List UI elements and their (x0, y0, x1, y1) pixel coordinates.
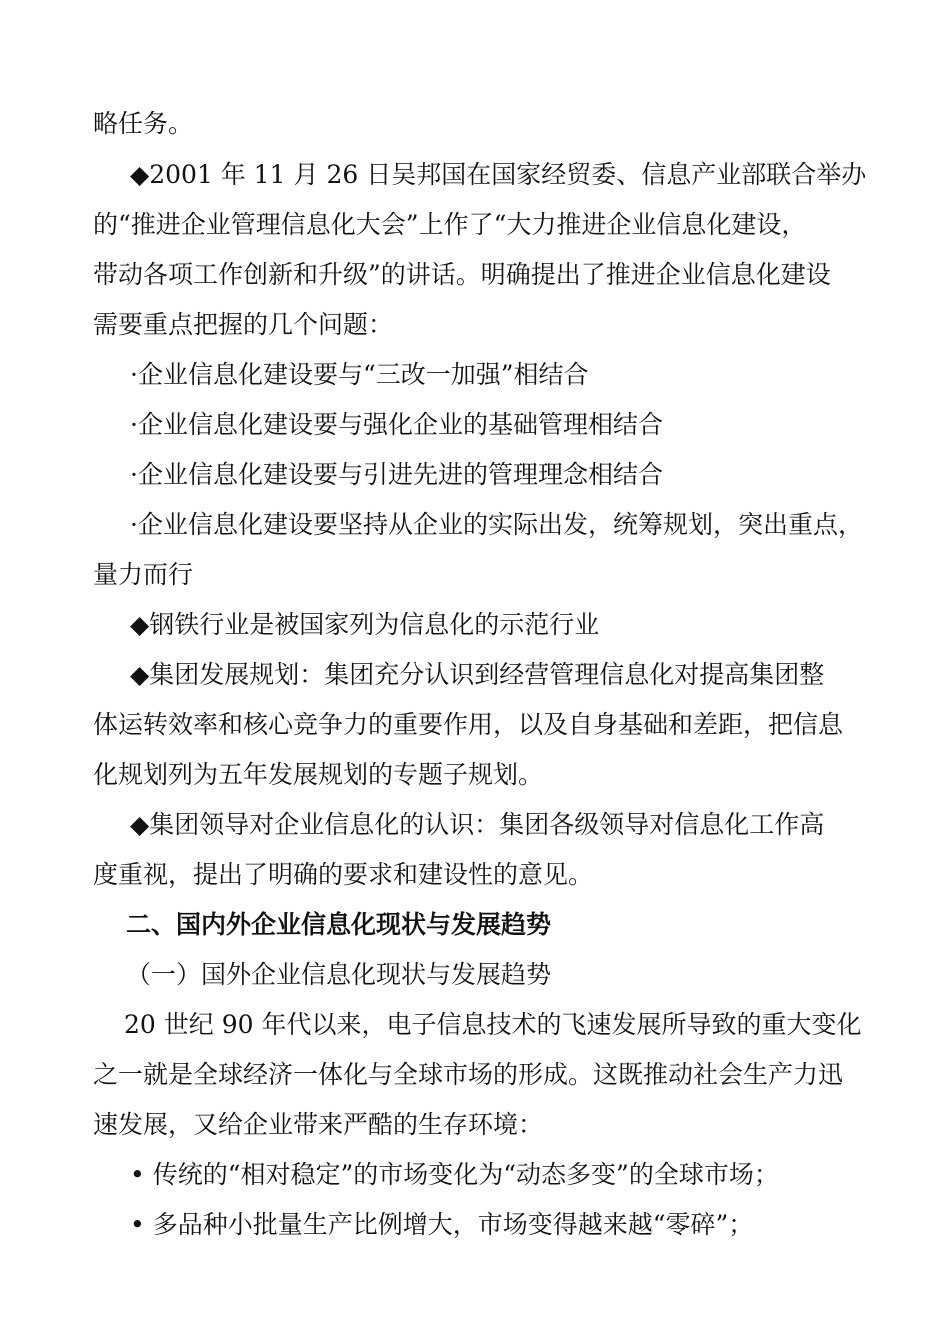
bullet-paragraph-line: ◆集团领导对企业信息化的认识：集团各级领导对信息化工作高 (130, 810, 825, 839)
text-line: 需要重点把握的几个问题： (93, 310, 394, 339)
text-line: 20 世纪 90 年代以来，电子信息技术的飞速发展所导致的重大变化 (124, 1010, 862, 1039)
list-item: • 传统的“相对稳定”的市场变化为“动态多变”的全球市场； (130, 1160, 779, 1189)
text-line: 速发展，又给企业带来严酷的生存环境： (93, 1110, 544, 1139)
text-line: 之一就是全球经济一体化与全球市场的形成。这既推动社会生产力迅 (93, 1060, 844, 1089)
text-line: 的“推进企业管理信息化大会”上作了“大力推进企业信息化建设， (93, 210, 807, 239)
bullet-paragraph-line: ◆集团发展规划：集团充分认识到经营管理信息化对提高集团整 (130, 660, 825, 689)
list-item: ·企业信息化建设要与强化企业的基础管理相结合 (130, 410, 663, 439)
subsection-heading: （一）国外企业信息化现状与发展趋势 (126, 960, 552, 989)
list-item: • 多品种小批量生产比例增大，市场变得越来越“零碎”； (130, 1210, 754, 1239)
text-line: 量力而行 (93, 560, 194, 589)
list-item: ·企业信息化建设要与引进先进的管理理念相结合 (130, 460, 663, 489)
text-line: 带动各项工作创新和升级”的讲话。明确提出了推进企业信息化建设 (93, 260, 831, 289)
text-line: 体运转效率和核心竞争力的重要作用，以及自身基础和差距，把信息 (93, 710, 844, 739)
section-heading: 二、国内外企业信息化现状与发展趋势 (126, 910, 552, 939)
text-line: 度重视，提出了明确的要求和建设性的意见。 (93, 860, 594, 889)
list-item: ·企业信息化建设要与“三改一加强”相结合 (130, 360, 589, 389)
text-line: 略任务。 (93, 109, 194, 138)
bullet-paragraph-line: ◆钢铁行业是被国家列为信息化的示范行业 (130, 610, 600, 639)
bullet-paragraph-line: ◆2001 年 11 月 26 日吴邦国在国家经贸委、信息产业部联合举办 (130, 160, 867, 189)
list-item: ·企业信息化建设要坚持从企业的实际出发，统筹规划，突出重点， (130, 510, 863, 539)
text-line: 化规划列为五年发展规划的专题子规划。 (93, 760, 544, 789)
